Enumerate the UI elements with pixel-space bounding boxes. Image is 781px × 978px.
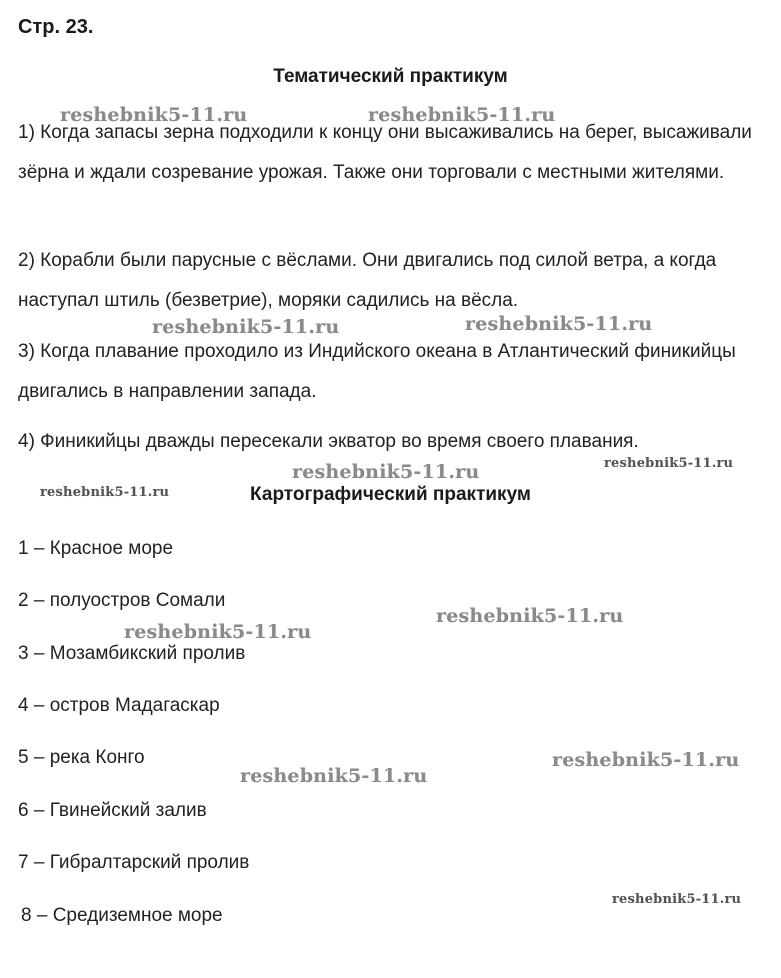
page-label: Стр. 23. — [18, 16, 94, 38]
map-item-6: 6 – Гвинейский залив — [18, 800, 207, 821]
watermark: reshebnik5-11.ru — [612, 892, 742, 907]
map-item-5: 5 – река Конго — [18, 747, 145, 768]
map-item-3: 3 – Мозамбикский пролив — [18, 643, 246, 664]
map-item-4: 4 – остров Мадагаскар — [18, 695, 220, 716]
map-item-1: 1 – Красное море — [18, 538, 174, 559]
thematic-answer-4: 4) Финикийцы дважды пересекали экватор во время своего плавания. — [18, 431, 639, 452]
map-item-2: 2 – полуостров Сомали — [18, 590, 226, 611]
cartographic-heading: Картографический практикум — [250, 484, 531, 505]
watermark: reshebnik5-11.ru — [436, 605, 624, 627]
watermark: reshebnik5-11.ru — [292, 461, 480, 483]
watermark: reshebnik5-11.ru — [368, 104, 556, 126]
watermark: reshebnik5-11.ru — [604, 456, 734, 471]
watermark: reshebnik5-11.ru — [124, 621, 312, 643]
watermark: reshebnik5-11.ru — [152, 316, 340, 338]
thematic-answer-2: 2) Корабли были парусные с вёслами. Они двигались под силой ветра, а когда наступал штиль (безветрие), моряки садились на вёсла. — [18, 250, 717, 311]
watermark: reshebnik5-11.ru — [465, 313, 653, 335]
thematic-answer-3: 3) Когда плавание проходило из Индийского океана в Атлантический финикийцы двигались в направлении запада. — [18, 341, 736, 402]
watermark: reshebnik5-11.ru — [60, 104, 248, 126]
watermark: reshebnik5-11.ru — [40, 485, 170, 500]
map-item-7: 7 – Гибралтарский пролив — [18, 852, 250, 873]
thematic-answer-1: 1) Когда запасы зерна подходили к концу они высаживались на берег, высаживали зёрна и ждали созревание урожая. Также они торговали с местными жителями. — [18, 122, 752, 183]
map-item-8: 8 – Средиземное море — [21, 905, 223, 926]
watermark: reshebnik5-11.ru — [552, 749, 740, 771]
thematic-heading: Тематический практикум — [273, 66, 508, 87]
watermark: reshebnik5-11.ru — [240, 765, 428, 787]
